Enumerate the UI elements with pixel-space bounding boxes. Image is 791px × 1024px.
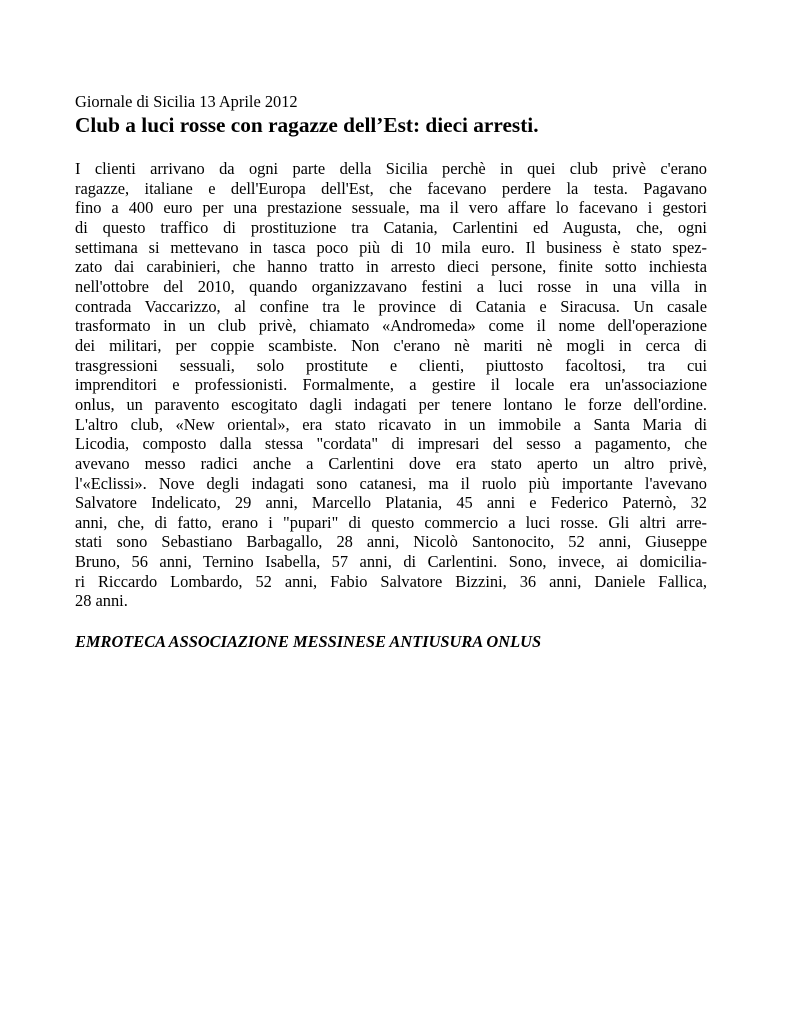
- body-line: onlus, un paravento escogitato dagli indagati per tenere lontano le forze dell'ordine.: [75, 394, 707, 414]
- body-line: nell'ottobre del 2010, quando organizzavano festini a luci rosse in una villa in: [75, 276, 707, 296]
- body-line: trasformato in un club privè, chiamato «Andromeda» come il nome dell'operazione: [75, 316, 707, 336]
- document-page: [75, 92, 707, 651]
- body-line: L'altro club, «New oriental», era stato ricavato in un immobile a Santa Maria di: [75, 414, 707, 434]
- body-line: zato dai carabinieri, che hanno tratto in arresto dieci persone, finite sotto inchiesta: [75, 257, 707, 277]
- body-line: 28 anni.: [75, 591, 128, 611]
- source-dateline: Giornale di Sicilia 13 Aprile 2012: [75, 92, 298, 111]
- body-line: Salvatore Indelicato, 29 anni, Marcello Platania, 45 anni e Federico Paternò, 32: [75, 493, 707, 513]
- body-line: I clienti arrivano da ogni parte della Sicilia perchè in quei club privè c'erano: [75, 159, 707, 178]
- signature-line: EMROTECA ASSOCIAZIONE MESSINESE ANTIUSURA ONLUS: [75, 632, 542, 652]
- body-line: di questo traffico di prostituzione tra Catania, Carlentini ed Augusta, che, ogni: [75, 217, 707, 237]
- body-line: settimana si mettevano in tasca poco più di 10 mila euro. Il business è stato spez-: [75, 237, 707, 257]
- article-body: [75, 159, 707, 611]
- body-line: Licodia, composto dalla stessa "cordata" di impresari del sesso a pagamento, che: [75, 434, 707, 454]
- body-line: stati sono Sebastiano Barbagallo, 28 anni, Nicolò Santonocito, 52 anni, Giuseppe: [75, 532, 707, 552]
- body-line: imprenditori e professionisti. Formalmente, a gestire il locale era un'associazione: [75, 375, 707, 395]
- body-line: Bruno, 56 anni, Ternino Isabella, 57 anni, di Carlentini. Sono, invece, ai domicilia-: [75, 552, 707, 572]
- body-line: dei militari, per coppie scambiste. Non c'erano nè mariti nè mogli in cerca di: [75, 335, 707, 355]
- body-line: anni, che, di fatto, erano i "pupari" di questo commercio a luci rosse. Gli altri arre-: [75, 512, 707, 532]
- body-line: avevano messo radici anche a Carlentini dove era stato aperto un altro privè,: [75, 453, 707, 473]
- body-line: ri Riccardo Lombardo, 52 anni, Fabio Salvatore Bizzini, 36 anni, Daniele Fallica,: [75, 571, 707, 591]
- body-line: contrada Vaccarizzo, al confine tra le province di Catania e Siracusa. Un casale: [75, 296, 707, 316]
- body-line: trasgressioni sessuali, solo prostitute e clienti, piuttosto facoltosi, tra cui: [75, 355, 707, 375]
- body-line: fino a 400 euro per una prestazione sessuale, ma il vero affare lo facevano i gestori: [75, 198, 707, 218]
- body-line: l'«Eclissi». Nove degli indagati sono catanesi, ma il ruolo più importante l'avevano: [75, 473, 707, 493]
- body-line: ragazze, italiane e dell'Europa dell'Est, che facevano perdere la testa. Pagavano: [75, 178, 707, 198]
- article-headline: Club a luci rosse con ragazze dell’Est: dieci arresti.: [75, 113, 539, 137]
